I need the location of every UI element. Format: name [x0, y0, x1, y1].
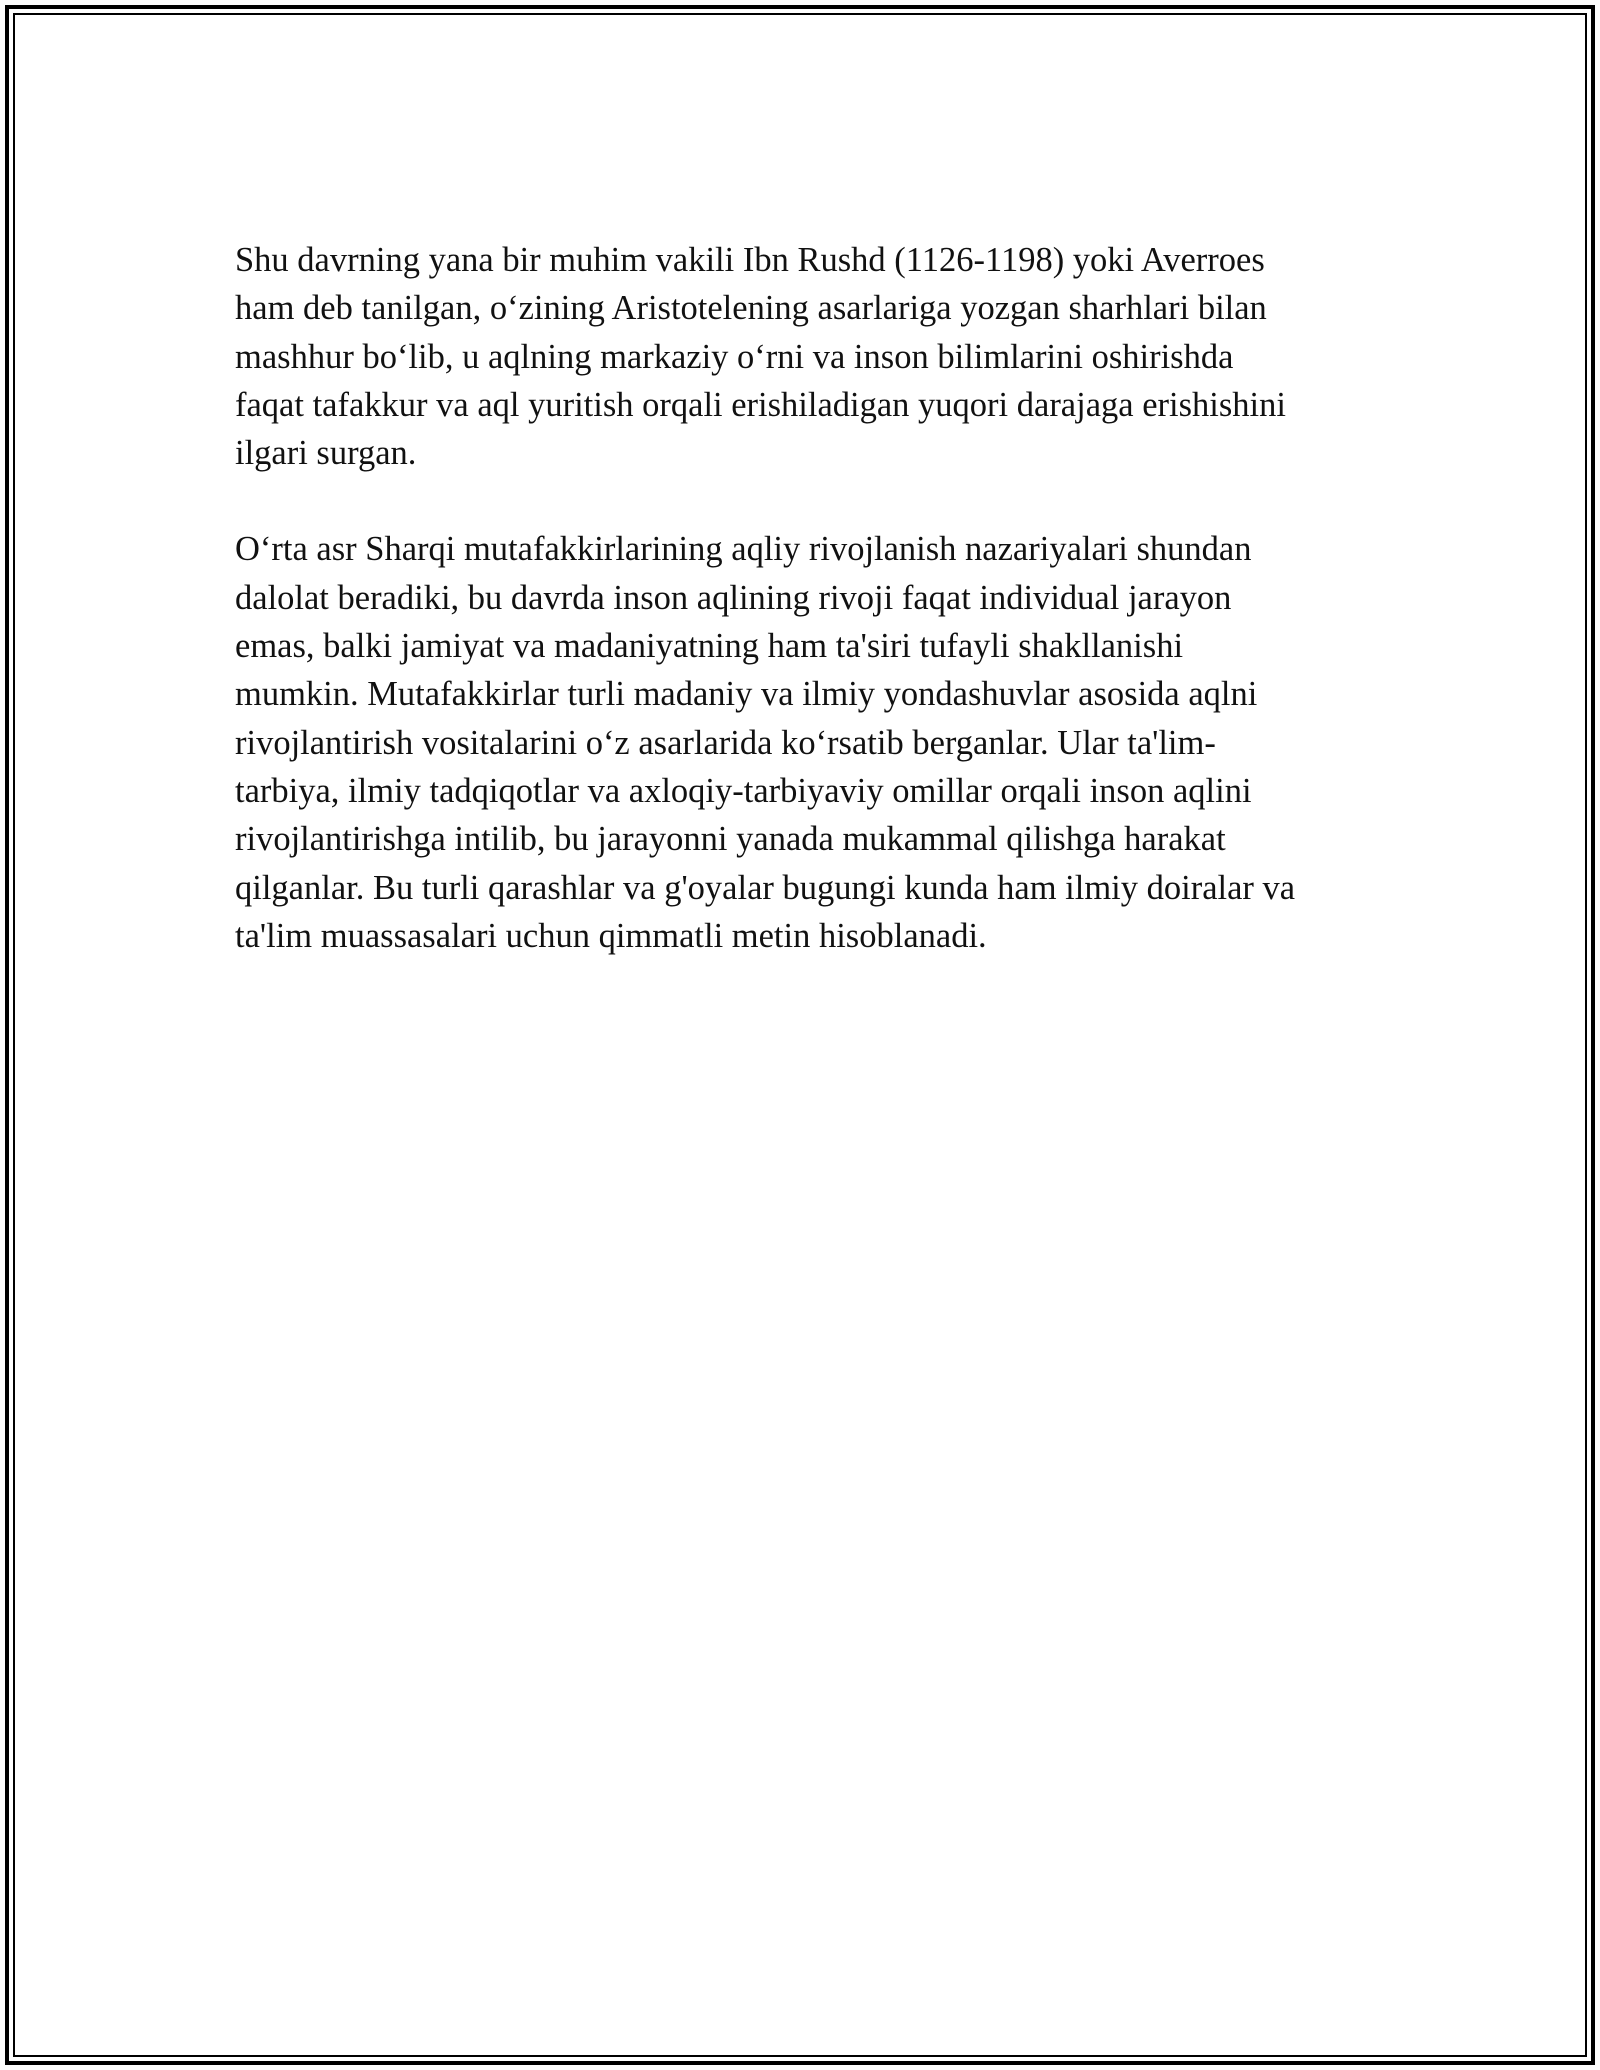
- text-line: ilgari surgan.: [235, 434, 417, 473]
- document-body: [235, 236, 1375, 1008]
- text-line: mumkin. Mutafakkirlar turli madaniy va ilmiy yondashuvlar asosida aqlni: [235, 675, 1258, 714]
- text-line: faqat tafakkur va aql yuritish orqali erishiladigan yuqori darajaga erishishini: [235, 385, 1286, 424]
- text-line: mashhur bo‘lib, u aqlning markaziy o‘rni va inson bilimlarini oshirishda: [235, 337, 1234, 376]
- text-line: ham deb tanilgan, o‘zining Aristotelening asarlariga yozgan sharhlari bilan: [235, 289, 1267, 328]
- text-line: ta'lim muassasalari uchun qimmatli metin hisoblanadi.: [235, 916, 987, 955]
- text-line: rivojlantirish vositalarini o‘z asarlarida ko‘rsatib berganlar. Ular ta'lim-: [235, 723, 1216, 762]
- text-line: emas, balki jamiyat va madaniyatning ham ta'siri tufayli shakllanishi: [235, 627, 1184, 666]
- text-line: dalolat beradiki, bu davrda inson aqlining rivoji faqat individual jarayon: [235, 578, 1232, 617]
- text-line: Shu davrning yana bir muhim vakili Ibn Rushd (1126-1198) yoki Averroes: [235, 241, 1265, 279]
- paragraph-ibn-rushd: [235, 236, 1375, 477]
- text-line: O‘rta asr Sharqi mutafakkirlarining aqliy rivojlanish nazariyalari shundan: [235, 530, 1252, 569]
- text-line: rivojlantirishga intilib, bu jarayonni yanada mukammal qilishga harakat: [235, 820, 1226, 859]
- text-line: qilganlar. Bu turli qarashlar va g'oyalar bugungi kunda ham ilmiy doiralar va: [235, 868, 1296, 907]
- paragraph-eastern-thinkers: [235, 525, 1375, 960]
- text-line: tarbiya, ilmiy tadqiqotlar va axloqiy-tarbiyaviy omillar orqali inson aqlini: [235, 771, 1252, 810]
